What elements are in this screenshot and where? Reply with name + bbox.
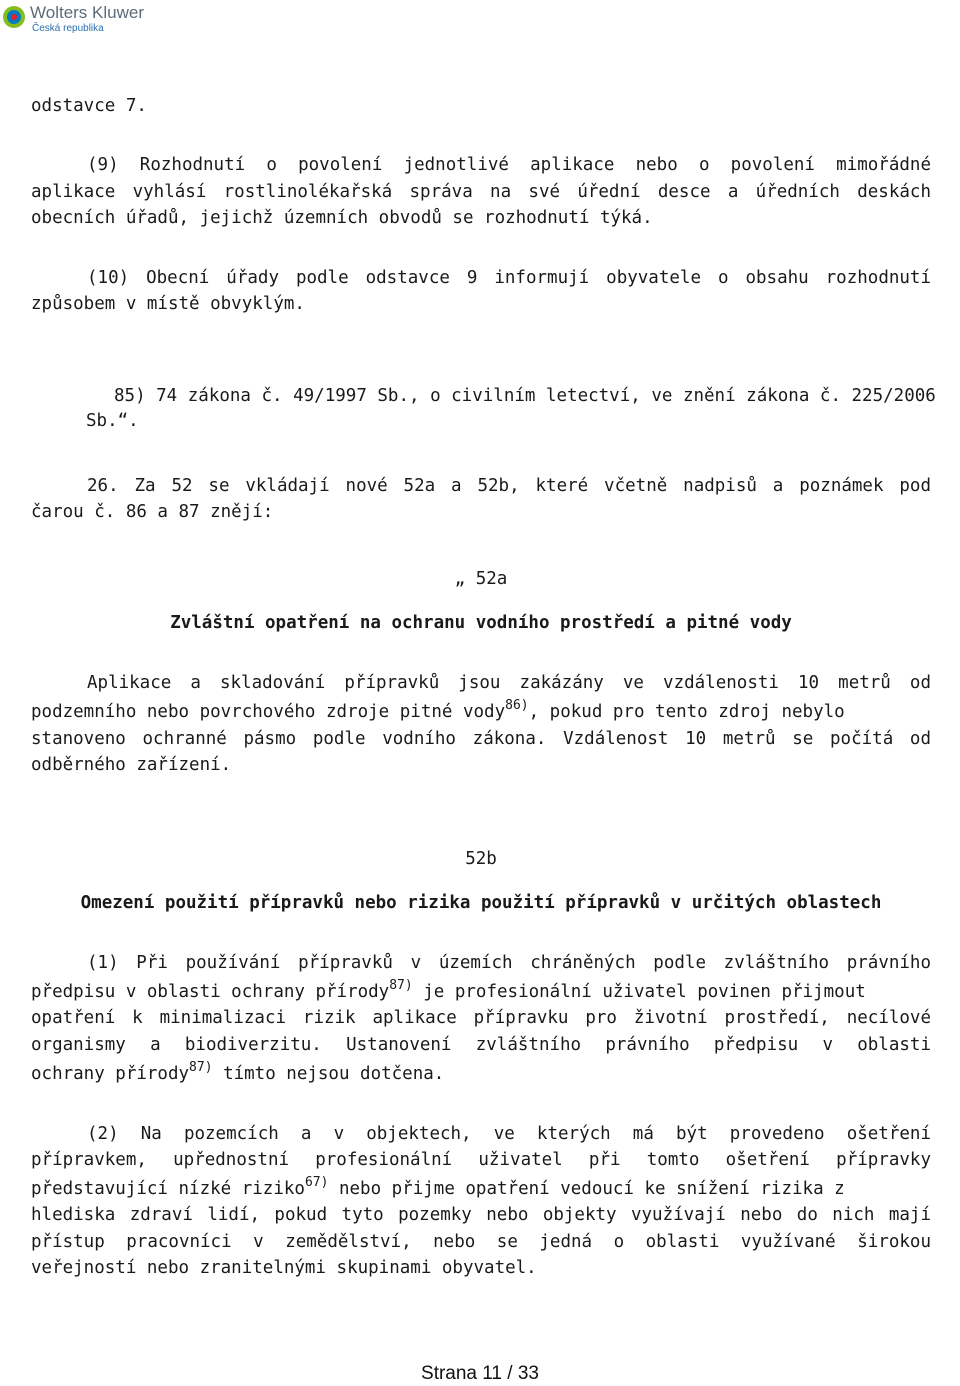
- publisher-logo: [2, 2, 142, 38]
- text-segment: podzemního nebo povrchového zdroje pitné vody: [31, 702, 506, 722]
- text-line: opatření k minimalizaci rizik aplikace přípravku pro životní prostředí, necílové: [31, 1008, 931, 1028]
- text-line: 26. Za 52 se vkládají nové 52a a 52b, které včetně nadpisů a poznámek pod: [87, 476, 931, 496]
- footnote-ref: 87): [189, 1060, 213, 1075]
- text-line: přípravkem, upřednostní profesionální uživatel při tomto ošetření přípravky: [31, 1150, 931, 1170]
- footnote-line: 85) 74 zákona č. 49/1997 Sb., o civilním letectví, ve znění zákona č. 225/2006: [114, 386, 936, 406]
- wolters-kluwer-logo-icon: [2, 5, 26, 29]
- text-line-with-footnote: [31, 978, 931, 1005]
- text-segment: předpisu v oblasti ochrany přírody: [31, 982, 390, 1002]
- text-line: (10) Obecní úřady podle odstavce 9 informují obyvatele o obsahu rozhodnutí: [87, 268, 931, 288]
- text-line: stanoveno ochranné pásmo podle vodního zákona. Vzdálenost 10 metrů se počítá od: [31, 729, 931, 749]
- text-segment: ochrany přírody: [31, 1064, 190, 1084]
- section-heading: Omezení použití přípravků nebo rizika použití přípravků v určitých oblastech: [80, 893, 882, 913]
- text-line: (9) Rozhodnutí o povolení jednotlivé aplikace nebo o povolení mimořádné: [87, 155, 931, 175]
- text-line: hlediska zdraví lidí, pokud tyto pozemky nebo objekty využívají nebo do nich mají: [31, 1205, 931, 1225]
- text-line-with-footnote: [31, 698, 931, 725]
- text-line: Aplikace a skladování přípravků jsou zakázány ve vzdálenosti 10 metrů od: [87, 673, 931, 693]
- text-segment: tímto nejsou dotčena.: [212, 1064, 445, 1084]
- footnote-line: Sb.“.: [86, 411, 139, 431]
- page-number: Strana 11 / 33: [421, 1363, 539, 1384]
- text-line: (1) Při používání přípravků v územích chráněných podle zvláštního právního: [87, 953, 931, 973]
- section-number: „ 52a: [454, 569, 508, 589]
- text-line: organismy a biodiverzitu. Ustanovení zvláštního právního předpisu v oblasti: [31, 1035, 931, 1055]
- brand-subtitle: Česká republika: [32, 23, 104, 34]
- text-line: veřejností nebo zranitelnými skupinami obyvatel.: [31, 1258, 537, 1278]
- footnote-ref: 87): [389, 978, 413, 993]
- section-heading: Zvláštní opatření na ochranu vodního prostředí a pitné vody: [170, 613, 792, 633]
- text-segment: je profesionální uživatel povinen přijmout: [412, 982, 866, 1002]
- footnote-ref: 67): [304, 1175, 329, 1190]
- text-line: čarou č. 86 a 87 znějí:: [31, 502, 274, 522]
- text-line: (2) Na pozemcích a v objektech, ve kterých má být provedeno ošetření: [87, 1124, 931, 1144]
- text-line: aplikace vyhlásí rostlinolékařská správa na své úřední desce a úředních deskách: [31, 182, 931, 202]
- brand-name: Wolters Kluwer: [30, 3, 144, 22]
- text-line: odstavce 7.: [31, 96, 147, 116]
- text-line: odběrného zařízení.: [31, 755, 232, 775]
- text-line: přístup pracovníci v zemědělství, nebo se jedná o oblasti využívané širokou: [31, 1232, 931, 1252]
- section-number: 52b: [465, 849, 497, 869]
- text-line-with-footnote: [31, 1175, 931, 1202]
- text-line-with-footnote: [31, 1060, 931, 1087]
- text-line: způsobem v místě obvyklým.: [31, 294, 305, 314]
- footnote-ref: 86): [505, 698, 529, 713]
- text-segment: , pokud pro tento zdroj nebylo: [528, 702, 845, 722]
- text-line: obecních úřadů, jejichž územních obvodů se rozhodnutí týká.: [31, 208, 653, 228]
- text-segment: představující nízké riziko: [31, 1179, 305, 1199]
- text-segment: nebo přijme opatření vedoucí ke snížení rizika z: [328, 1179, 845, 1199]
